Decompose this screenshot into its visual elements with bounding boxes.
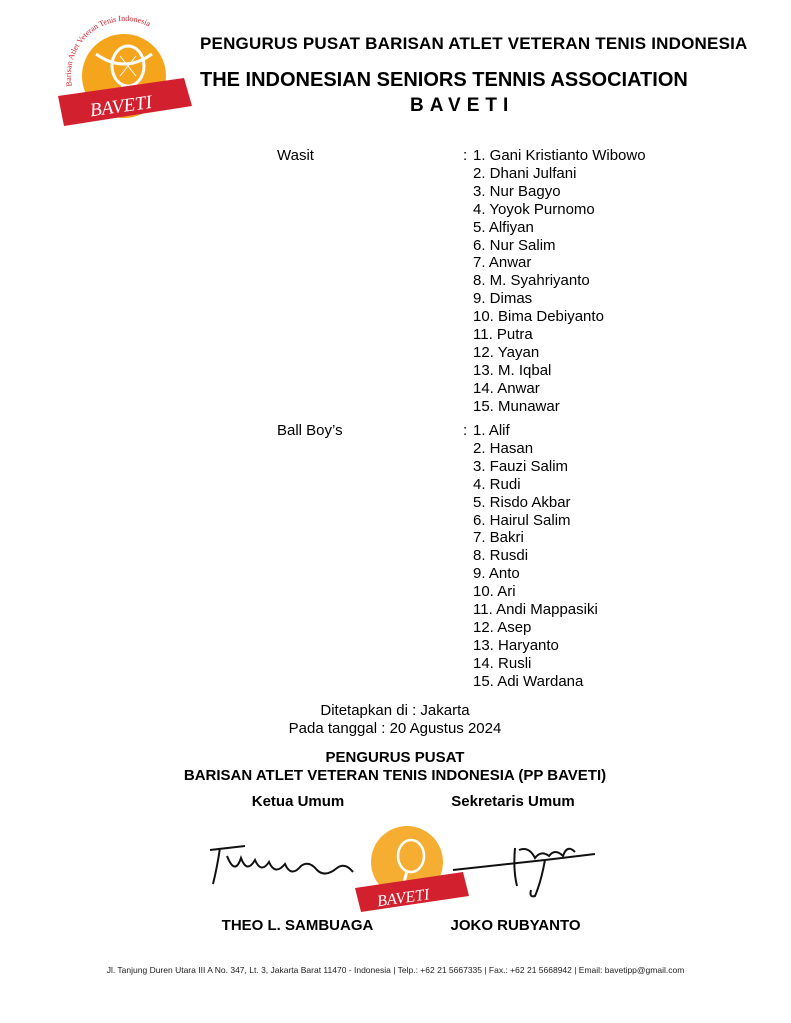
- stamp-banner-text: BAVETI: [376, 886, 431, 911]
- name-secretary: JOKO RUBYANTO: [450, 917, 581, 934]
- wasit-list: [473, 147, 646, 416]
- signatory-body-line2: BARISAN ATLET VETERAN TENIS INDONESIA (PP BAVETI): [183, 767, 607, 784]
- list-item: 8. M. Syahriyanto: [473, 272, 590, 290]
- logo-banner-text: BAVETI: [88, 91, 154, 122]
- list-item: 1. Alif: [473, 422, 510, 439]
- list-item: 7. Bakri: [473, 529, 524, 547]
- role-chairman: Ketua Umum: [251, 793, 345, 810]
- wasit-colon: :: [463, 147, 468, 164]
- list-item: 4. Rudi: [473, 475, 521, 493]
- list-item: 9. Anto: [473, 565, 520, 583]
- list-item: 3. Nur Bagyo: [473, 182, 561, 200]
- header-org-short: BAVETI: [410, 95, 515, 116]
- list-item: 11. Putra: [473, 326, 533, 344]
- date-line: Pada tanggal : 20 Agustus 2024: [288, 720, 502, 737]
- header-org-name-id: PENGURUS PUSAT BARISAN ATLET VETERAN TENIS INDONESIA: [200, 34, 748, 53]
- list-item: 14. Anwar: [473, 379, 540, 397]
- wasit-label: Wasit: [277, 147, 314, 164]
- list-item: 5. Alfiyan: [473, 218, 534, 236]
- list-item: 8. Rusdi: [473, 547, 529, 565]
- list-item: 12. Yayan: [473, 343, 540, 361]
- baveti-logo: [52, 14, 200, 132]
- name-chairman: THEO L. SAMBUAGA: [221, 917, 374, 934]
- list-item: 1. Gani Kristianto Wibowo: [473, 147, 646, 164]
- list-item: 6. Nur Salim: [473, 236, 556, 254]
- list-item: 15. Adi Wardana: [473, 672, 584, 690]
- list-item: 3. Fauzi Salim: [473, 457, 569, 475]
- signatory-body-line1: PENGURUS PUSAT: [325, 749, 465, 766]
- list-item: 9. Dimas: [473, 290, 533, 308]
- ball-boys-label: Ball Boy’s: [277, 422, 343, 439]
- header-org-name-en: THE INDONESIAN SENIORS TENNIS ASSOCIATION: [200, 69, 688, 91]
- list-item: 15. Munawar: [473, 397, 560, 415]
- list-item: 7. Anwar: [473, 254, 532, 272]
- footer-address: Jl. Tanjung Duren Utara III A No. 347, Lt. 3, Jakarta Barat 11470 - Indonesia | Telp.: +62 21 5667335 | Fax.: +62 21 5668942 | Email: bavetipp@gmail.com: [106, 965, 685, 975]
- list-item: 10. Ari: [473, 583, 516, 601]
- list-item: 13. Haryanto: [473, 636, 559, 654]
- ball-boys-colon: :: [463, 422, 468, 439]
- role-secretary: Sekretaris Umum: [451, 793, 575, 810]
- list-item: 4. Yoyok Purnomo: [473, 200, 595, 218]
- list-item: 11. Andi Mappasiki: [473, 601, 598, 619]
- list-item: 2. Hasan: [473, 439, 534, 457]
- list-item: 2. Dhani Julfani: [473, 164, 577, 182]
- list-item: 10. Bima Debiyanto: [473, 308, 604, 326]
- list-item: 6. Hairul Salim: [473, 511, 571, 529]
- list-item: 5. Risdo Akbar: [473, 493, 571, 511]
- signature-chairman: [205, 838, 365, 888]
- place-line: Ditetapkan di : Jakarta: [320, 702, 470, 719]
- list-item: 12. Asep: [473, 618, 532, 636]
- list-item: 14. Rusli: [473, 654, 532, 672]
- ball-boys-list: [473, 422, 598, 691]
- list-item: 13. M. Iqbal: [473, 361, 552, 379]
- logo-ring-text: Barisan Atlet Veteran Tenis Indonesia: [63, 14, 152, 88]
- signature-secretary: [445, 830, 605, 900]
